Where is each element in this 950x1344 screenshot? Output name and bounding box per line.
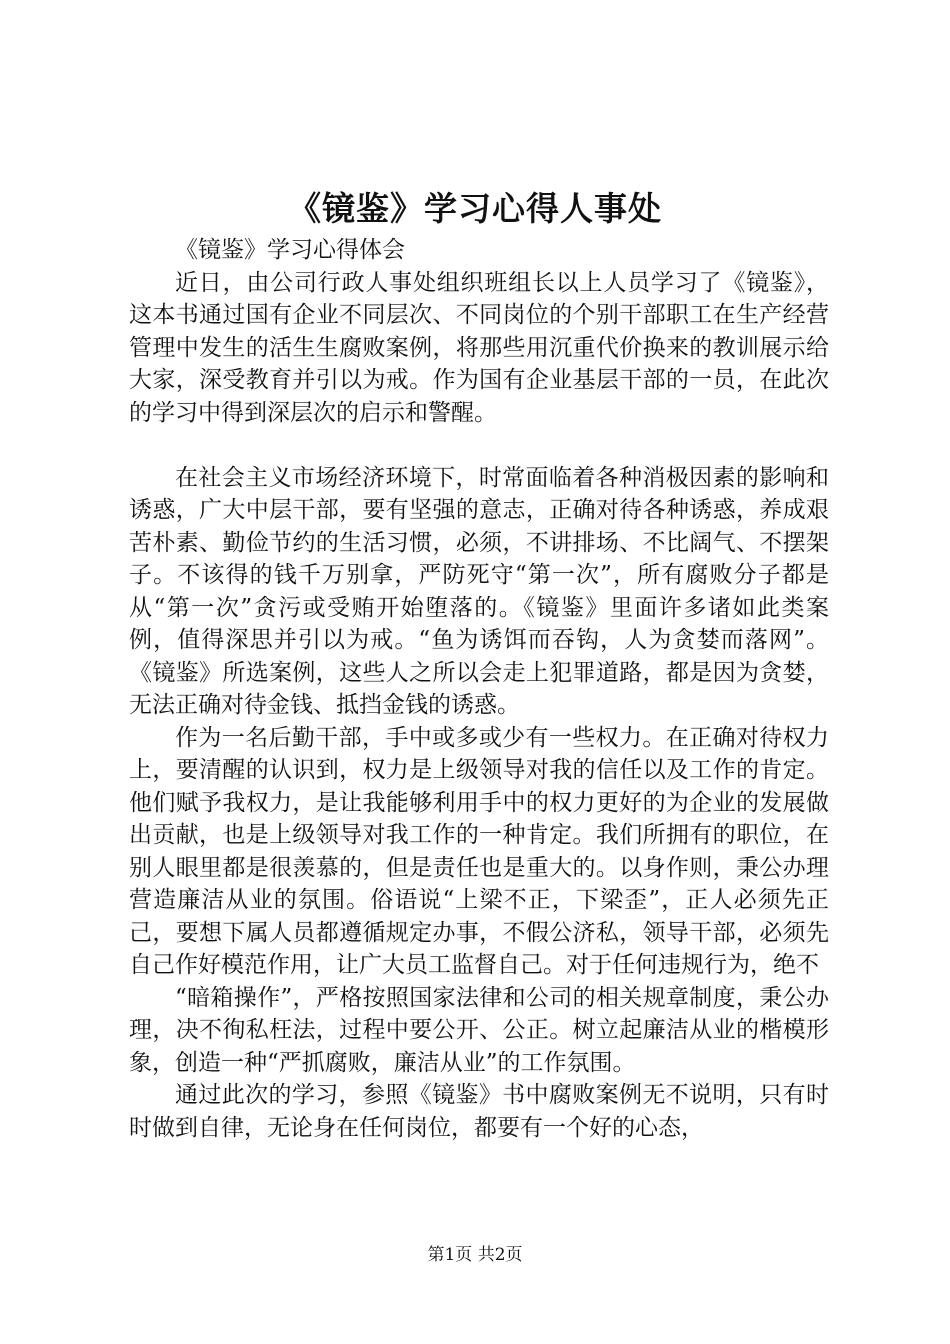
paragraph-temptation: 在社会主义市场经济环境下，时常面临着各种消极因素的影响和诱惑，广大中层干部，要有坚强的意志，正确对待各种诱惑，养成艰苦朴素、勤俭节约的生活习惯，必须，不讲排场、不比阔气、不摆架子。不该得的钱千万别拿，严防死守“第一次”，所有腐败分子都是从“第一次”贪污或受贿开始堕落的。《镜鉴》里面许多诸如此类案例，值得深思并引以为戒。“鱼为诱饵而吞钩，人为贪婪而落网”。《镜鉴》所选案例，这些人之所以会走上犯罪道路，都是因为贪婪，无法正确对待金钱、抵挡金钱的诱惑。 — [129, 464, 829, 718]
paragraph-integrity: “暗箱操作”，严格按照国家法律和公司的相关规章制度，秉公办理，决不徇私枉法，过程中要公开、公正。树立起廉洁从业的楷模形象，创造一种“严抓腐败，廉洁从业”的工作氛围。 — [129, 984, 829, 1076]
document-subtitle: 《镜鉴》学习心得体会 — [175, 237, 405, 263]
paragraph-power: 作为一名后勤干部，手中或多或少有一些权力。在正确对待权力上，要清醒的认识到，权力是上级领导对我的信任以及工作的肯定。他们赋予我权力，是让我能够利用手中的权力更好的为企业的发展做出贡献，也是上级领导对我工作的一种肯定。我们所拥有的职位，在别人眼里都是很羡慕的，但是责任也是重大的。以身作则，秉公办理营造廉洁从业的氛围。俗语说“上梁不正，下梁歪”，正人必须先正己，要想下属人员都遵循规定办事，不假公济私，领导干部，必须先自己作好模范作用，让广大员工监督自己。对于任何违规行为，绝不 — [129, 724, 829, 978]
document-title: 《镜鉴》学习心得人事处 — [288, 189, 662, 228]
page-number: 第1页 共2页 — [427, 1245, 523, 1265]
document-body — [129, 234, 829, 1144]
paragraph-conclusion: 通过此次的学习，参照《镜鉴》书中腐败案例无不说明，只有时时做到自律，无论身在任何岗位，都要有一个好的心态， — [129, 1082, 829, 1141]
paragraph-intro: 近日，由公司行政人事处组织班组长以上人员学习了《镜鉴》，这本书通过国有企业不同层次、不同岗位的个别干部职工在生产经营管理中发生的活生生腐败案例，将那些用沉重代价换来的教训展示给大家，深受教育并引以为戒。作为国有企业基层干部的一员，在此次的学习中得到深层次的启示和警醒。 — [129, 269, 829, 426]
